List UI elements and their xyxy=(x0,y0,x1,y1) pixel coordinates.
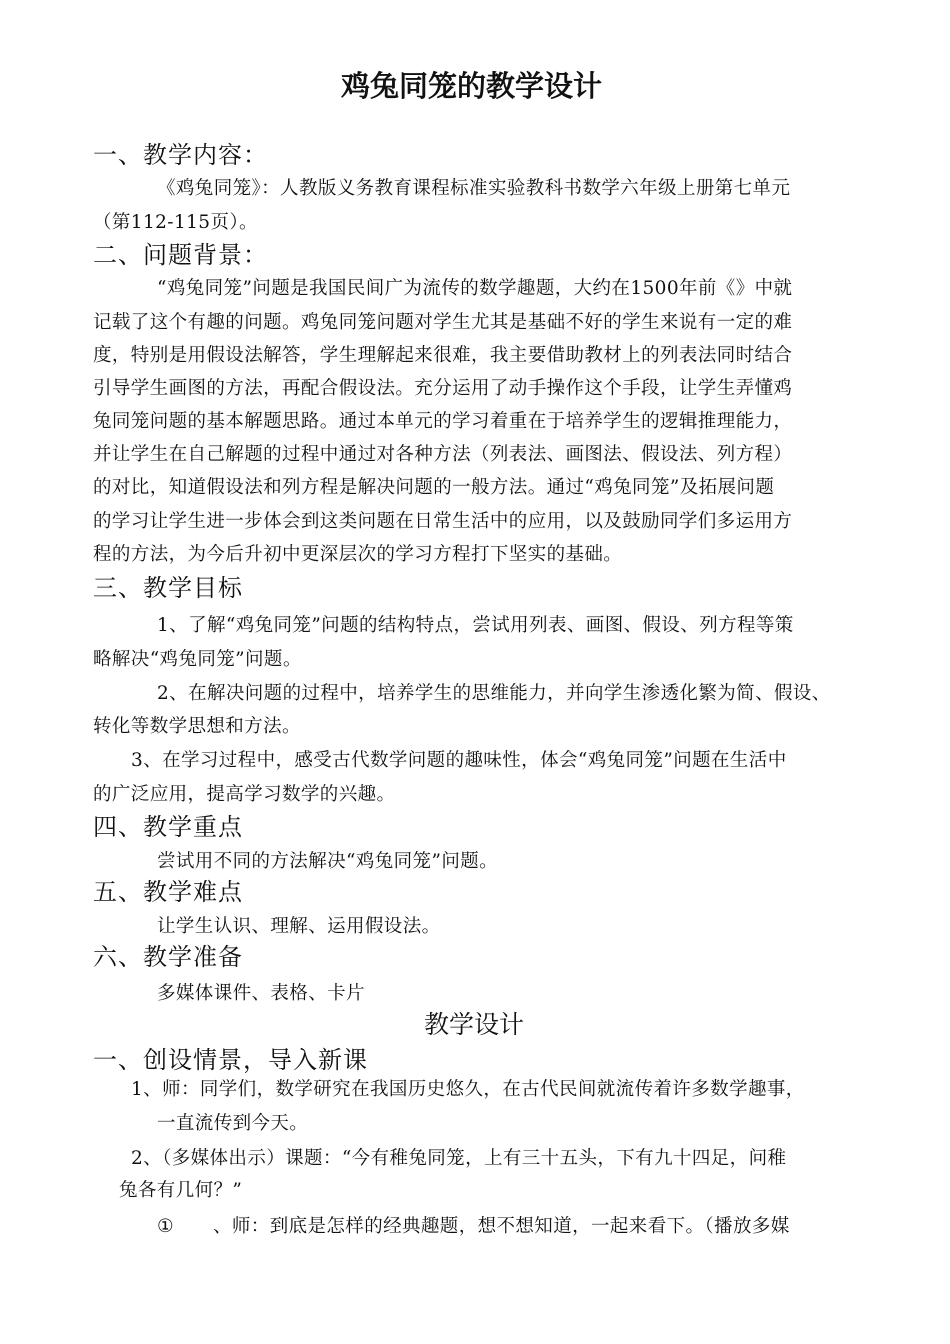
section-heading-goals: 三、教学目标 xyxy=(93,574,243,602)
background-line: 记载了这个有趣的问题。鸡兔同笼问题对学生尤其是基础不好的学生来说有一定的难 xyxy=(93,312,793,333)
background-line: 程的方法，为今后升初中更深层次的学习方程打下坚实的基础。 xyxy=(93,544,623,565)
goal-2-line-2: 转化等数学思想和方法。 xyxy=(93,716,301,737)
difficulty-text: 让学生认识、理解、运用假设法。 xyxy=(157,916,441,937)
design-item-2-line-1: 2、（多媒体出示）课题：“今有稚兔同笼，上有三十五头，下有九十四足，问稚 xyxy=(131,1148,787,1169)
design-item-2-line-2: 兔各有几何？” xyxy=(119,1180,243,1201)
design-item-3-text: 、师：到底是怎样的经典趣题，想不想知道，一起来看下。（播放多媒 xyxy=(213,1216,790,1237)
background-line: 引导学生画图的方法，再配合假设法。充分运用了动手操作这个手段，让学生弄懂鸡 xyxy=(93,378,793,399)
design-heading-1: 一、创设情景，导入新课 xyxy=(93,1046,368,1074)
background-line: 的学习让学生进一步体会到这类问题在日常生活中的应用，以及鼓励同学们多运用方 xyxy=(93,511,793,532)
background-line: 兔同笼问题的基本解题思路。通过本单元的学习着重在于培养学生的逻辑推理能力， xyxy=(93,411,793,432)
goal-1-line-1: 1、了解“鸡兔同笼”问题的结构特点，尝试用列表、画图、假设、列方程等策 xyxy=(157,615,794,636)
goal-3-line-2: 的广泛应用，提高学习数学的兴趣。 xyxy=(93,784,396,805)
design-item-3-marker: ① xyxy=(157,1216,174,1237)
design-item-1-line-1: 1、师：同学们，数学研究在我国历史悠久，在古代民间就流传着许多数学趣事， xyxy=(131,1079,805,1100)
goal-3-line-1: 3、在学习过程中，感受古代数学问题的趣味性，体会“鸡兔同笼”问题在生活中 xyxy=(131,750,787,771)
content-text-line-1: 《鸡兔同笼》：人教版义务教育课程标准实验教科书数学六年级上册第七单元 xyxy=(157,178,791,199)
document-title: 鸡兔同笼的教学设计 xyxy=(341,69,603,103)
content-text-line-2: （第112-115页）。 xyxy=(93,212,258,233)
background-line: “鸡兔同笼”问题是我国民间广为流传的数学趣题，大约在1500年前《》中就 xyxy=(157,278,793,299)
section-heading-content: 一、教学内容： xyxy=(93,141,268,169)
section-heading-preparation: 六、教学准备 xyxy=(93,943,243,971)
design-title: 教学设计 xyxy=(424,1010,525,1039)
key-point-text: 尝试用不同的方法解决“鸡兔同笼”问题。 xyxy=(157,851,499,872)
goal-1-line-2: 略解决“鸡兔同笼”问题。 xyxy=(93,649,302,670)
goal-2-line-1: 2、在解决问题的过程中，培养学生的思维能力，并向学生渗透化繁为简、假设、 xyxy=(157,683,831,704)
background-line: 并让学生在自己解题的过程中通过对各种方法（列表法、画图法、假设法、列方程） xyxy=(93,444,793,465)
section-heading-difficulty: 五、教学难点 xyxy=(93,878,243,906)
section-heading-background: 二、问题背景： xyxy=(93,241,268,269)
section-heading-key-point: 四、教学重点 xyxy=(93,813,243,841)
background-line: 的对比，知道假设法和列方程是解决问题的一般方法。通过“鸡兔同笼”及拓展问题 xyxy=(93,477,775,498)
design-item-1-line-2: 一直流传到今天。 xyxy=(157,1113,309,1134)
preparation-text: 多媒体课件、表格、卡片 xyxy=(157,983,365,1004)
background-line: 度，特别是用假设法解答，学生理解起来很难，我主要借助教材上的列表法同时结合 xyxy=(93,345,793,366)
